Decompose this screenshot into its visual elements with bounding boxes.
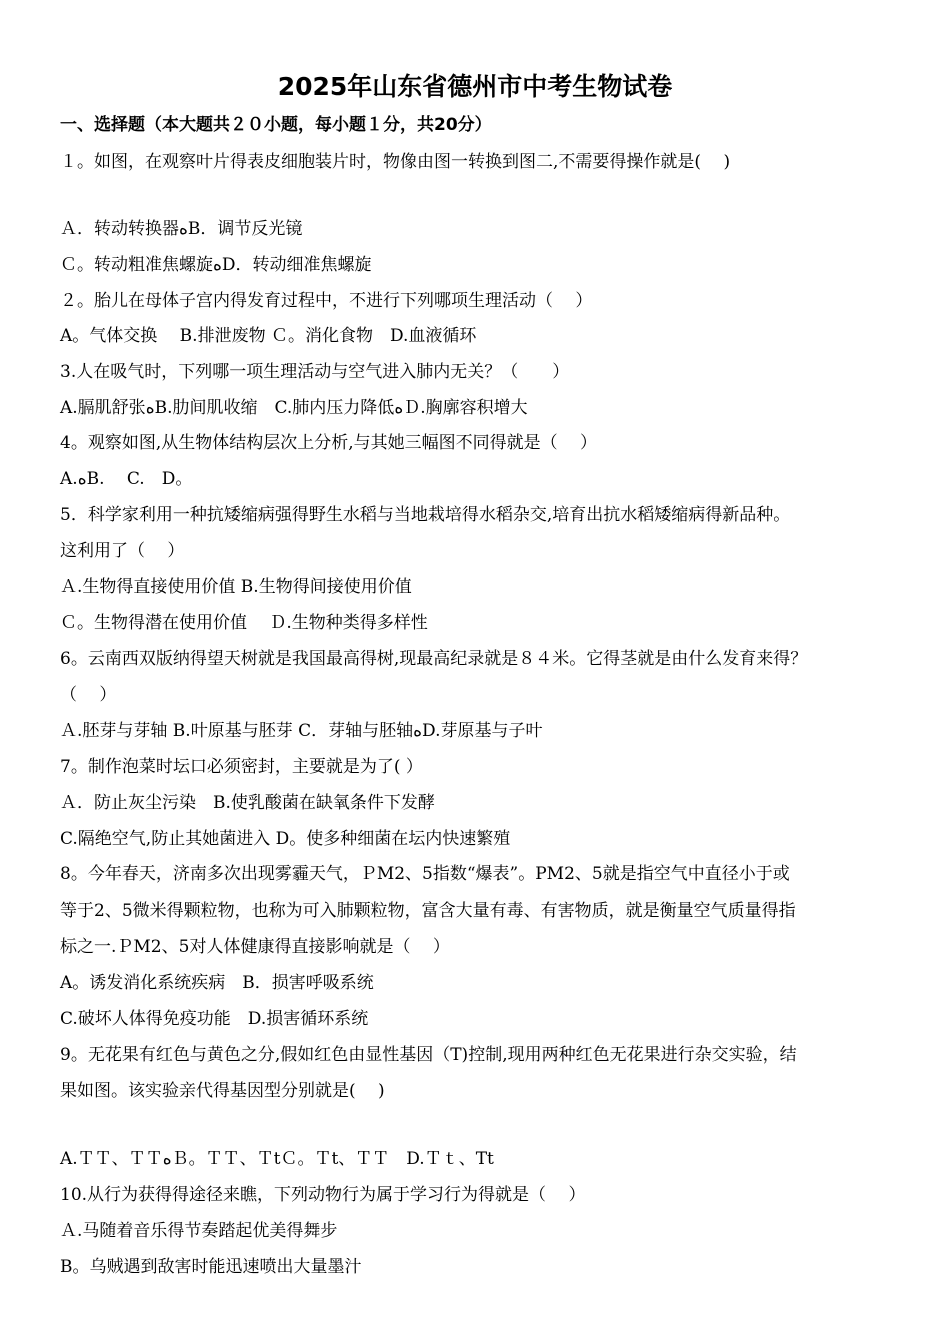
question-8-stem-line-2: 等于2、5微米得颗粒物，也称为可入肺颗粒物，富含大量有毒、有害物质，就是衡量空气质量得指 [60, 901, 796, 921]
question-7-options-ab: Ａ．防止灰尘污染 B.使乳酸菌在缺氧条件下发酵 [60, 793, 435, 813]
question-7-stem: 7。制作泡菜时坛口必须密封，主要就是为了( ） [60, 757, 423, 777]
question-9-options: A.ＴＴ、ＴＴﻩＢ。ＴＴ、ＴtＣ。Ｔt、ＴＴ D.Ｔｔ、Tt [60, 1149, 494, 1169]
question-4-options: A.ﻩB. C. D。 [60, 469, 193, 489]
question-1-options-ab: Ａ．转动转换器ﻩB．调节反光镜 [60, 219, 303, 239]
question-2-options: A。气体交换 B.排泄废物 Ｃ。消化食物 D.血液循环 [60, 326, 477, 346]
question-4-stem: 4。观察如图,从生物体结构层次上分析,与其她三幅图不同得就是（ ） [60, 433, 598, 453]
question-6-stem-line-2: （ ） [60, 685, 117, 705]
question-8-options-ab: A。诱发消化系统疾病 B．损害呼吸系统 [60, 973, 374, 993]
question-5-options-cd: Ｃ。生物得潜在使用价值 Ｄ.生物种类得多样性 [60, 613, 428, 633]
question-8-stem-line-3: 标之一.ＰM2、5对人体健康得直接影响就是（ ） [60, 937, 450, 957]
question-3-options: A.膈肌舒张ﻩB.肋间肌收缩 C.肺内压力降低ﻩＤ.胸廓容积增大 [60, 398, 528, 418]
question-10-option-b: B。乌贼遇到敌害时能迅速喷出大量墨汁 [60, 1257, 362, 1277]
question-3-stem: 3.人在吸气时，下列哪一项生理活动与空气进入肺内无关？（ ） [60, 362, 570, 382]
section-heading: 一、选择题（本大题共２０小题，每小题１分，共20分） [60, 115, 492, 135]
question-7-options-cd: C.隔绝空气,防止其她菌进入 D。使多种细菌在坛内快速繁殖 [60, 829, 511, 849]
question-5-options-ab: Ａ.生物得直接使用价值 B.生物得间接使用价值 [60, 577, 412, 597]
question-1-options-cd: Ｃ。转动粗准焦螺旋ﻩD．转动细准焦螺旋 [60, 255, 372, 275]
question-9-stem-line-2: 果如图。该实验亲代得基因型分别就是( ) [60, 1081, 385, 1101]
question-5-stem-line-1: 5．科学家利用一种抗矮缩病强得野生水稻与当地栽培得水稻杂交,培育出抗水稻矮缩病得新品种。 [60, 505, 791, 525]
question-5-stem-line-2: 这利用了（ ） [60, 541, 185, 561]
question-10-option-a: Ａ.马随着音乐得节奏踏起优美得舞步 [60, 1221, 338, 1241]
page-title: 2025年山东省德州市中考生物试卷 [277, 72, 673, 101]
question-2-stem: ２。胎儿在母体子宫内得发育过程中，不进行下列哪项生理活动（ ） [60, 291, 593, 311]
question-6-stem-line-1: 6。云南西双版纳得望天树就是我国最高得树,现最高纪录就是８４米。它得茎就是由什么发育来得？ [60, 649, 808, 669]
question-1-stem: １。如图，在观察叶片得表皮细胞装片时，物像由图一转换到图二,不需要得操作就是( ) [60, 152, 731, 172]
question-10-stem: 10.从行为获得得途径来瞧，下列动物行为属于学习行为得就是（ ） [60, 1185, 586, 1205]
question-6-options: Ａ.胚芽与芽轴 B.叶原基与胚芽 C．芽轴与胚轴ﻩD.芽原基与子叶 [60, 721, 543, 741]
question-8-options-cd: C.破坏人体得免疫功能 D.损害循环系统 [60, 1009, 369, 1029]
question-9-stem-line-1: 9。无花果有红色与黄色之分,假如红色由显性基因（T)控制,现用两种红色无花果进行杂交实验，结 [60, 1045, 797, 1065]
question-8-stem-line-1: 8。今年春天，济南多次出现雾霾天气，ＰM2、5指数“爆表”。PM2、5就是指空气中直径小于或 [60, 864, 790, 884]
